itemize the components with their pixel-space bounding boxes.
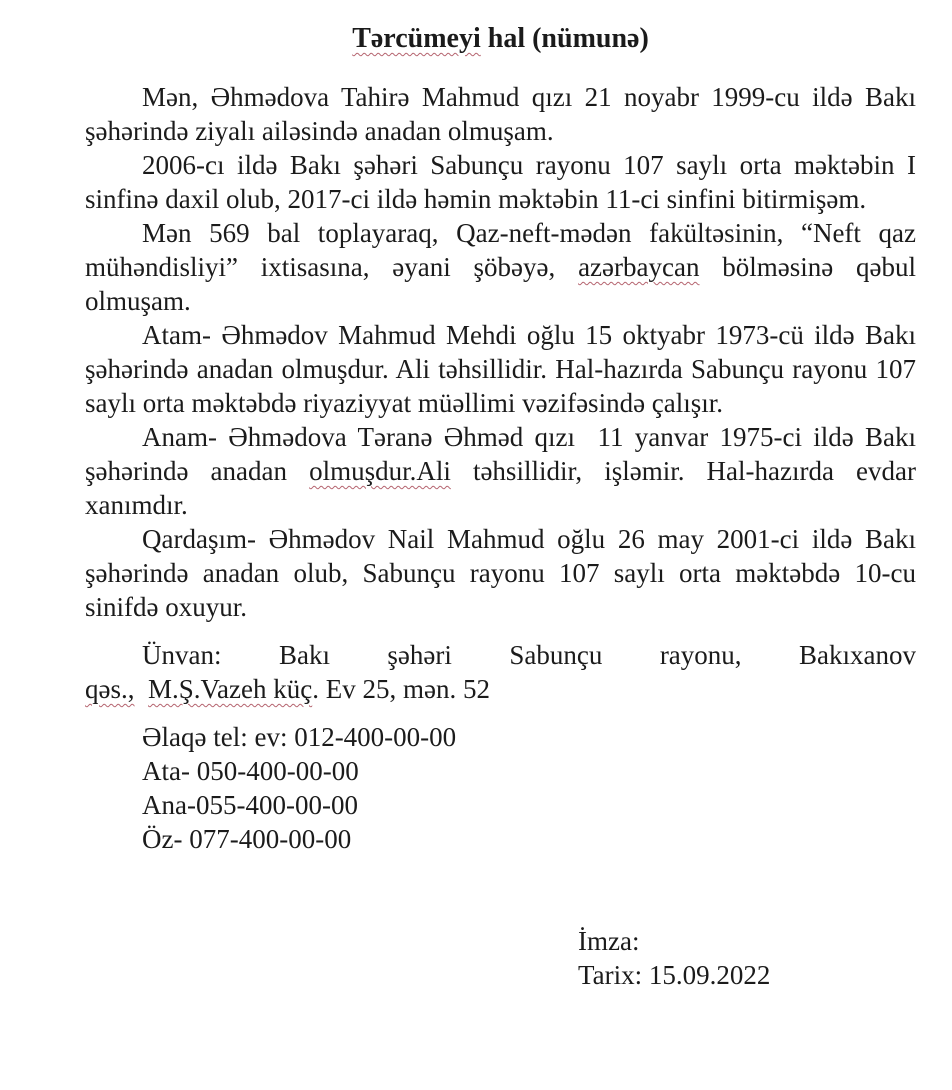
misspelled-word: qəs.,: [85, 674, 135, 704]
contact-line: Ata- 050-400-00-00: [142, 756, 359, 786]
text-run: Mən 569 bal toplayaraq, Qaz-neft-mədən fakültəsinin, “Neft qaz mühəndisliyi” ixtisasına, əyani şöbəyə,: [85, 218, 923, 282]
text-run: Atam- Əhmədov Mahmud Mehdi oğlu 15 oktyabr 1973-cü ildə Bakı şəhərində anadan olmuşdur. Ali təhsillidir. Hal-hazırda Sabunçu rayonu 107 saylı orta məktəbdə riyaziyyat müəllimi vəzifəsində çalışır.: [85, 320, 923, 418]
misspelled-word: azərbaycan: [578, 252, 700, 282]
contact-line: Ana-055-400-00-00: [142, 790, 358, 820]
text-run: hal (nümunə): [480, 23, 649, 54]
signature-block: [578, 924, 916, 992]
paragraph: [85, 80, 923, 148]
text-run: Anam- Əhmədova Təranə Əhməd qızı 11 yanvar 1975-ci ildə Bakı şəhərində anadan: [85, 422, 923, 486]
address-line-2: [85, 672, 916, 706]
paragraph: [85, 216, 923, 318]
misspelled-word: M.Ş.Vazeh küç: [148, 674, 313, 704]
text-run: [135, 674, 149, 704]
document-title: [85, 20, 916, 58]
misspelled-word: Tərcümeyi: [352, 23, 481, 54]
address-block: [85, 638, 916, 706]
text-run: . Ev 25, mən. 52: [312, 674, 490, 704]
contacts-block: [85, 720, 916, 856]
paragraph: [85, 522, 923, 624]
address-line-1: Ünvan: Bakı şəhəri Sabunçu rayonu, Bakıxanov: [142, 640, 916, 670]
text-run: 2006-cı ildə Bakı şəhəri Sabunçu rayonu 107 saylı orta məktəbin I sinfinə daxil olub, 2017-ci ildə həmin məktəbin 11-ci sinfini bitirmişəm.: [85, 150, 923, 214]
tarix-line: Tarix: 15.09.2022: [578, 960, 771, 990]
paragraph: [85, 318, 923, 420]
misspelled-word: olmuşdur.Ali: [309, 456, 451, 486]
text-run: Mən, Əhmədova Tahirə Mahmud qızı 21 noyabr 1999-cu ildə Bakı şəhərində ziyalı ailəsində anadan olmuşam.: [85, 82, 923, 146]
text-run: Qardaşım- Əhmədov Nail Mahmud oğlu 26 may 2001-ci ildə Bakı şəhərində anadan olub, Sabunçu rayonu 107 saylı orta məktəbdə 10-cu sinifdə oxuyur.: [85, 524, 923, 622]
paragraph: [85, 148, 923, 216]
imza-label: İmza:: [578, 926, 640, 956]
text-run: bölməsinə qəbul olmuşam.: [85, 252, 923, 316]
contact-line: Əlaqə tel: ev: 012-400-00-00: [142, 722, 457, 752]
document-body: [85, 80, 923, 624]
paragraph: [85, 420, 923, 522]
contact-line: Öz- 077-400-00-00: [142, 824, 352, 854]
text-run: təhsillidir, işləmir. Hal-hazırda evdar xanımdır.: [85, 456, 923, 520]
